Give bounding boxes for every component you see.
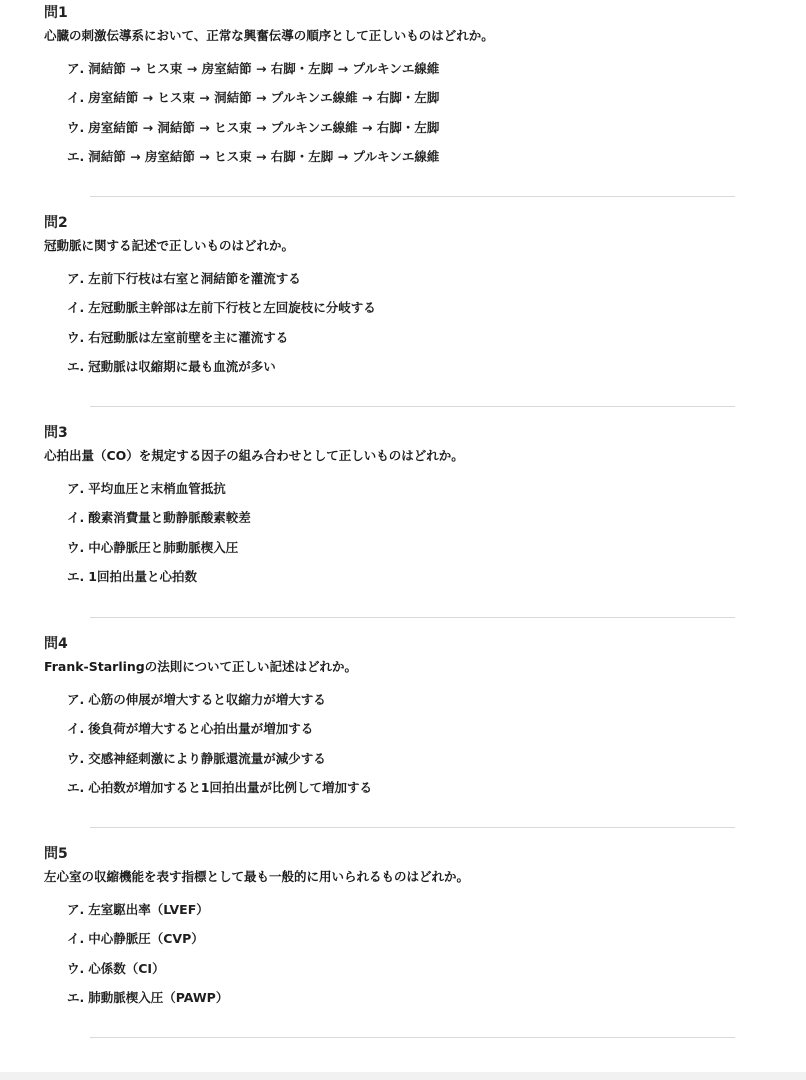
option-key: イ. [67, 510, 85, 526]
question-3 [44, 424, 764, 596]
option-key: ウ. [67, 329, 85, 345]
option-a[interactable] [67, 59, 764, 79]
option-key: エ. [67, 358, 85, 374]
option-a[interactable] [67, 479, 764, 499]
option-text: 平均血圧と末梢血管抵抗 [88, 481, 226, 496]
option-u[interactable] [67, 118, 764, 138]
option-list [44, 59, 764, 167]
question-number: 問5 [44, 846, 68, 862]
option-u[interactable] [67, 959, 764, 979]
option-text: 心筋の伸展が増大すると収縮力が増大する [88, 692, 326, 707]
question-5 [44, 845, 764, 1017]
option-text: 左室駆出率（LVEF） [88, 902, 209, 917]
question-stem: Frank-Starlingの法則について正しい記述はどれか。 [44, 659, 357, 674]
option-text: 左前下行枝は右室と洞結節を灌流する [88, 271, 301, 286]
option-key: エ. [67, 779, 85, 795]
question-2 [44, 214, 764, 386]
bottom-band [0, 1072, 806, 1080]
option-a[interactable] [67, 690, 764, 710]
question-stem: 心臓の刺激伝導系において、正常な興奮伝導の順序として正しいものはどれか。 [44, 28, 494, 43]
option-e[interactable] [67, 778, 764, 798]
option-a[interactable] [67, 269, 764, 289]
option-list [44, 900, 764, 1008]
option-text: 冠動脈は収縮期に最も血流が多い [88, 358, 276, 374]
divider [90, 1037, 735, 1038]
option-key: ウ. [67, 750, 85, 766]
question-stem: 冠動脈に関する記述で正しいものはどれか。 [44, 238, 295, 253]
option-e[interactable] [67, 988, 764, 1008]
option-text: 右冠動脈は左室前壁を主に灌流する [88, 329, 289, 345]
option-text: 房室結節 → 洞結節 → ヒス束 → プルキンエ線維 → 右脚・左脚 [88, 119, 440, 135]
option-key: エ. [67, 148, 85, 164]
option-text: 洞結節 → 房室結節 → ヒス束 → 右脚・左脚 → プルキンエ線維 [88, 148, 440, 164]
option-text: 交感神経刺激により静脈還流量が減少する [88, 750, 326, 766]
option-u[interactable] [67, 538, 764, 558]
option-key: エ. [67, 568, 85, 584]
option-e[interactable] [67, 147, 764, 167]
option-e[interactable] [67, 357, 764, 377]
option-key: ア. [67, 61, 85, 76]
option-text: 肺動脈楔入圧（PAWP） [88, 989, 229, 1005]
option-key: ア. [67, 271, 85, 286]
option-list [44, 269, 764, 377]
option-key: ア. [67, 692, 85, 707]
question-number: 問3 [44, 425, 68, 441]
question-number: 問4 [44, 636, 68, 652]
question-stem: 左心室の収縮機能を表す指標として最も一般的に用いられるものはどれか。 [44, 869, 470, 884]
option-key: エ. [67, 989, 85, 1005]
divider [90, 406, 735, 407]
option-text: 1回拍出量と心拍数 [88, 568, 197, 584]
question-number: 問2 [44, 215, 68, 231]
divider [90, 617, 735, 618]
option-text: 酸素消費量と動静脈酸素較差 [88, 510, 251, 526]
option-u[interactable] [67, 328, 764, 348]
option-text: 心係数（CI） [88, 960, 165, 976]
option-text: 後負荷が増大すると心拍出量が増加する [88, 721, 314, 737]
option-i[interactable] [67, 719, 764, 739]
option-u[interactable] [67, 749, 764, 769]
option-key: イ. [67, 721, 85, 737]
option-list [44, 479, 764, 587]
option-key: ア. [67, 481, 85, 496]
divider [90, 827, 735, 828]
option-list [44, 690, 764, 798]
option-text: 房室結節 → ヒス束 → 洞結節 → プルキンエ線維 → 右脚・左脚 [88, 90, 440, 106]
option-key: イ. [67, 90, 85, 106]
option-key: ア. [67, 902, 85, 917]
option-text: 心拍数が増加すると1回拍出量が比例して増加する [88, 779, 372, 795]
question-1 [44, 4, 764, 176]
option-key: ウ. [67, 119, 85, 135]
question-stem: 心拍出量（CO）を規定する因子の組み合わせとして正しいものはどれか。 [44, 448, 464, 463]
option-key: イ. [67, 300, 85, 316]
divider [90, 196, 735, 197]
question-4 [44, 635, 764, 807]
option-e[interactable] [67, 567, 764, 587]
option-text: 洞結節 → ヒス束 → 房室結節 → 右脚・左脚 → プルキンエ線維 [88, 61, 440, 76]
question-number: 問1 [44, 5, 68, 21]
option-text: 中心静脈圧（CVP） [88, 931, 204, 947]
option-i[interactable] [67, 508, 764, 528]
option-i[interactable] [67, 88, 764, 108]
option-key: ウ. [67, 539, 85, 555]
option-text: 中心静脈圧と肺動脈楔入圧 [88, 539, 239, 555]
option-text: 左冠動脈主幹部は左前下行枝と左回旋枝に分岐する [88, 300, 376, 316]
option-key: ウ. [67, 960, 85, 976]
option-a[interactable] [67, 900, 764, 920]
option-key: イ. [67, 931, 85, 947]
option-i[interactable] [67, 929, 764, 949]
option-i[interactable] [67, 298, 764, 318]
